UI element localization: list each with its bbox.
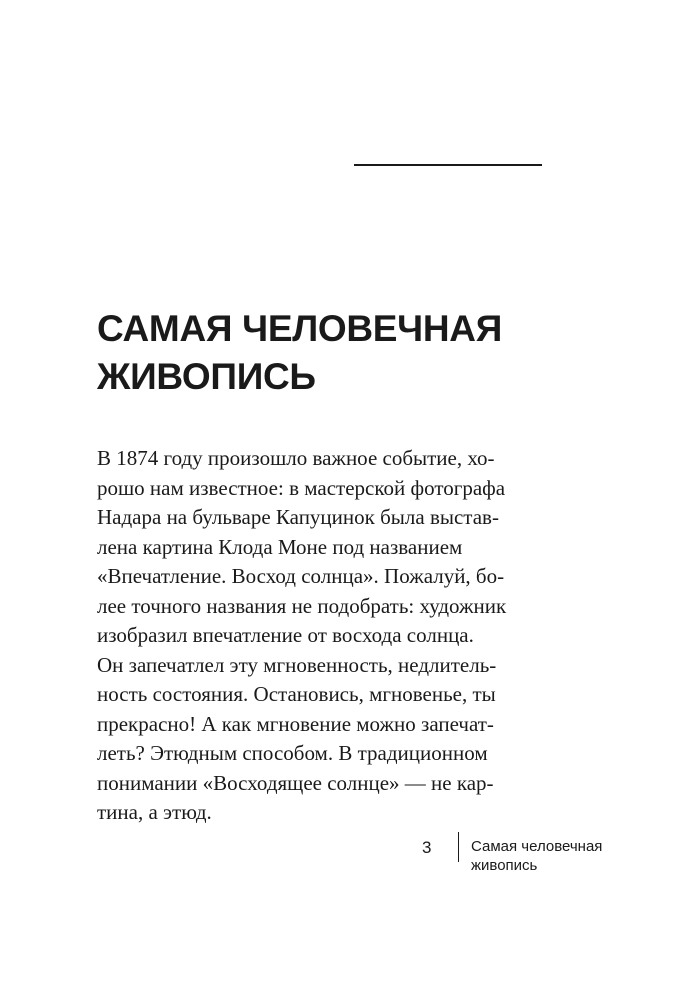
body-line: леть? Этюдным способом. В традиционном — [97, 741, 488, 765]
body-line: понимании «Восходящее солнце» — не кар- — [97, 770, 494, 795]
body-line: «Впечатление. Восход солнца». Пожалуй, бо- — [97, 564, 505, 588]
body-line: прекрасно! А как мгновение можно запечат- — [97, 711, 494, 736]
running-head-line-1: Самая человечная — [471, 838, 603, 855]
running-head-line-2: живопись — [471, 857, 538, 874]
running-head — [471, 837, 602, 875]
body-line: лена картина Клода Моне под названием — [97, 534, 463, 559]
body-line: изобразил впечатление от восхода солнца. — [97, 623, 474, 647]
page-number: 3 — [422, 838, 432, 857]
body-line: Надара на бульваре Капуцинок была выстав- — [97, 505, 499, 529]
footer-divider — [458, 832, 459, 862]
body-paragraph — [97, 444, 557, 828]
body-line: Он запечатлел эту мгновенность, недлитель- — [97, 652, 497, 677]
body-line: В 1874 году произошло важное событие, хо- — [97, 446, 495, 470]
body-line: рошо нам известное: в мастерской фотографа — [97, 475, 506, 500]
body-line: тина, а этюд. — [97, 800, 212, 824]
body-line: ность состояния. Остановись, мгновенье, ты — [97, 682, 496, 706]
page-footer — [0, 832, 685, 882]
decorative-top-rule — [354, 164, 542, 166]
chapter-title-line-2: ЖИВОПИСЬ — [97, 356, 316, 397]
body-line: лее точного названия не подобрать: художник — [97, 593, 507, 618]
chapter-title — [97, 305, 502, 401]
chapter-title-line-1: САМАЯ ЧЕЛОВЕЧНАЯ — [97, 308, 502, 349]
